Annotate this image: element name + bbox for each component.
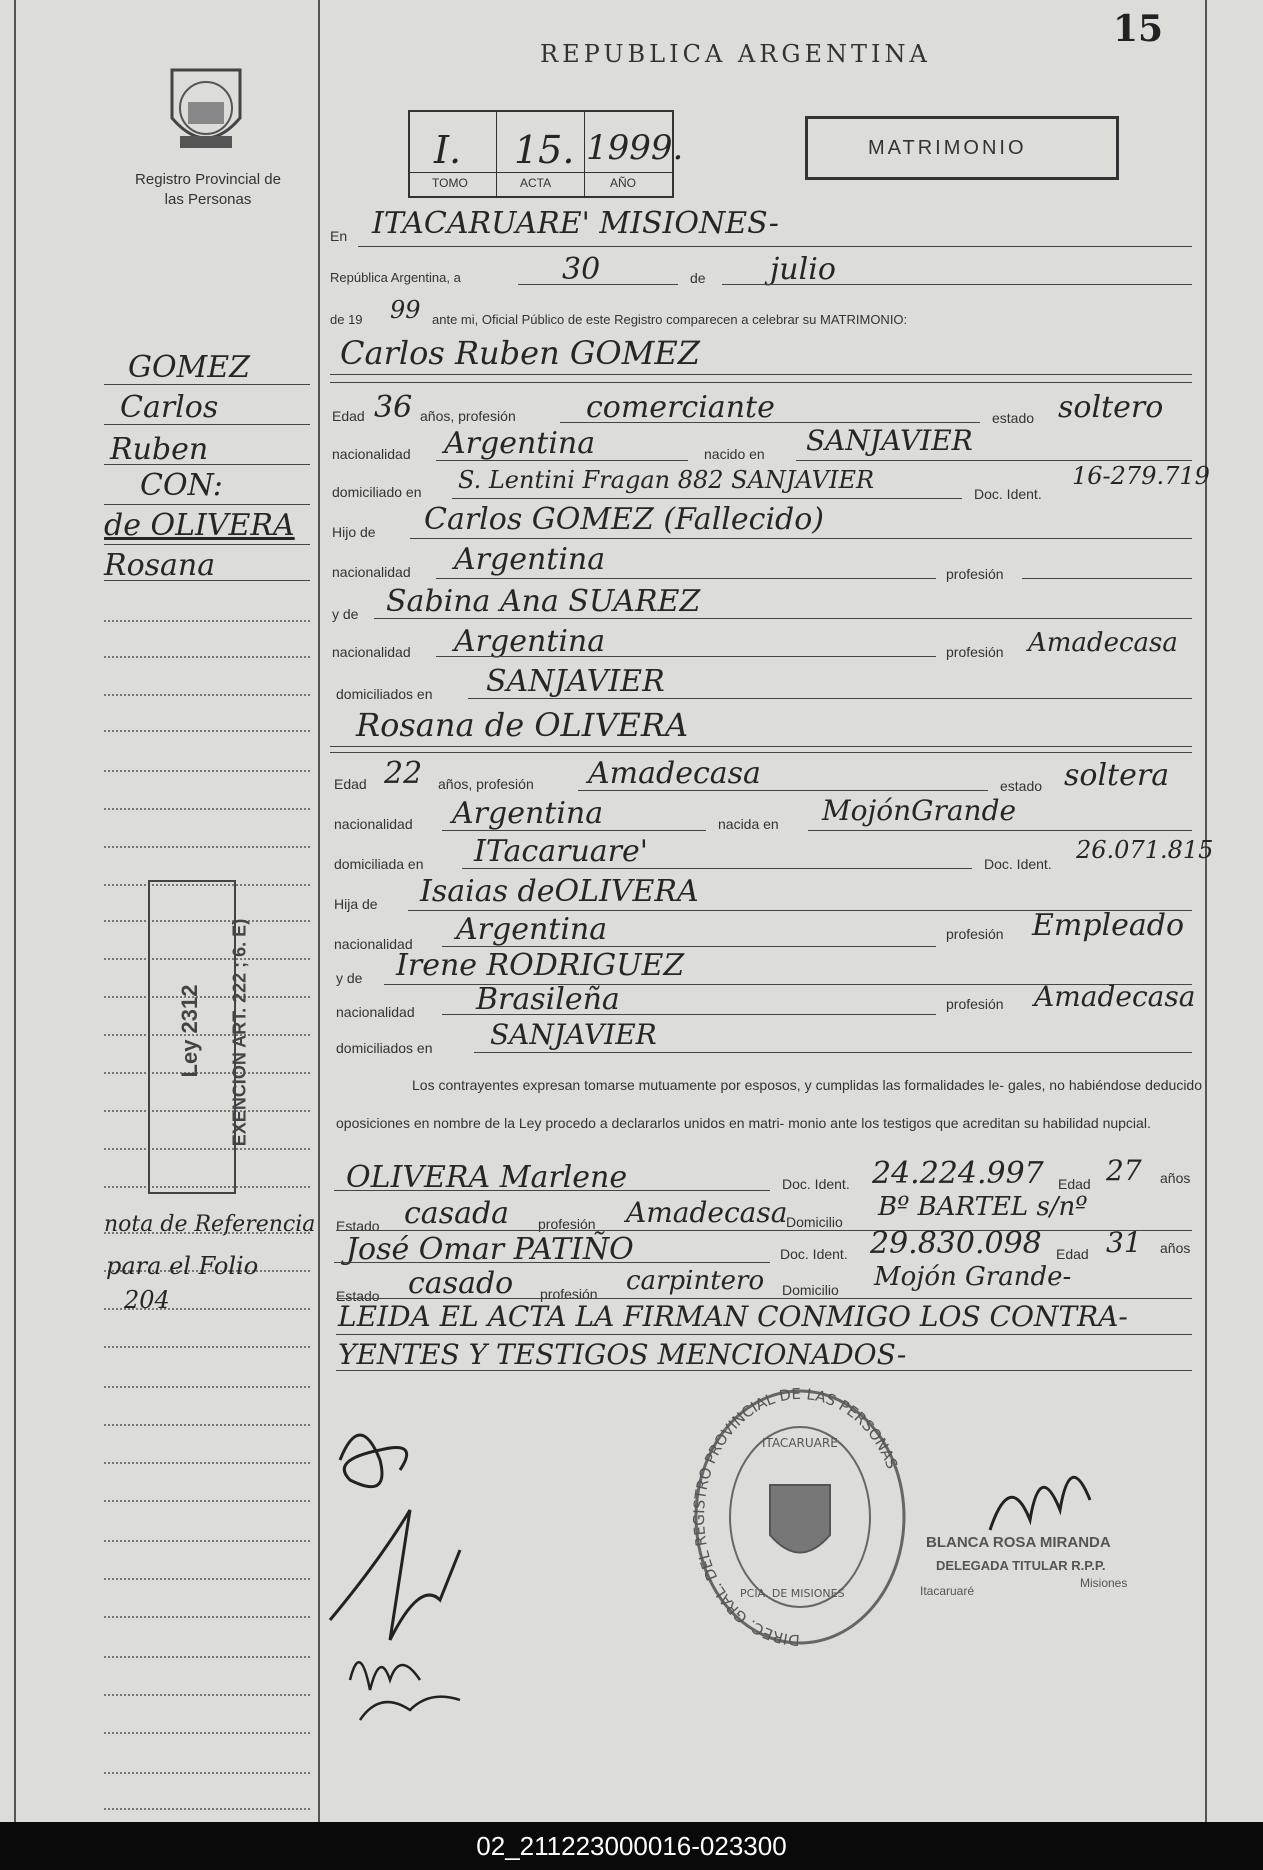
left-border <box>14 0 16 1822</box>
label-nacionalidad-3: nacionalidad <box>332 644 411 660</box>
acta-value: 15. <box>514 128 575 172</box>
label-domiciliados-en: domiciliados en <box>336 686 433 702</box>
country-title: REPUBLICA ARGENTINA <box>540 40 931 68</box>
label-hijo-de: Hijo de <box>332 524 376 540</box>
margin-bride-surname: de OLIVERA <box>104 508 295 543</box>
province-emblem <box>160 58 252 158</box>
intro-text: ante mi, Oficial Público de este Registro comparecen a celebrar su MATRIMONIO: <box>432 312 908 327</box>
reference-note-3: 204 <box>124 1286 170 1314</box>
official-title: DELEGADA TITULAR R.P.P. <box>936 1558 1106 1573</box>
label-nacionalidad-6: nacionalidad <box>336 1004 415 1020</box>
label-domiciliado-en: domiciliado en <box>332 484 422 500</box>
label-nacida-en: nacida en <box>718 816 779 832</box>
official-location: Itacaruaré <box>920 1584 975 1598</box>
bride-address: ITacaruare' <box>474 834 648 869</box>
label-y-de-2: y de <box>336 970 363 986</box>
label-nacionalidad-5: nacionalidad <box>334 936 413 952</box>
bride-father-profession: Empleado <box>1032 908 1185 943</box>
official-province: Misiones <box>1080 1576 1128 1590</box>
bride-mother: Irene RODRIGUEZ <box>396 948 685 983</box>
label-nacionalidad: nacionalidad <box>332 446 411 462</box>
signatures <box>320 1400 520 1730</box>
label-doc-ident-4: Doc. Ident. <box>780 1246 848 1262</box>
witness1-status: casada <box>404 1196 510 1231</box>
label-doc-ident: Doc. Ident. <box>974 486 1042 502</box>
official-name: BLANCA ROSA MIRANDA <box>926 1534 1111 1551</box>
bride-nationality: Argentina <box>452 796 604 831</box>
groom-nationality: Argentina <box>444 426 596 461</box>
margin-bride-name: Rosana <box>104 548 216 583</box>
groom-status: soltero <box>1058 390 1164 425</box>
bride-mother-nationality: Brasileña <box>476 982 620 1017</box>
label-doc-ident-3: Doc. Ident. <box>782 1176 850 1192</box>
label-republica: República Argentina, a <box>330 270 461 285</box>
act-type-box <box>805 116 1119 180</box>
seal-ring-text: DIREC. GRAL. DEL REGISTRO PROVINCIAL DE LAS PERSONAS <box>690 1385 902 1650</box>
exemption-stamp <box>148 880 250 1194</box>
place-value: ITACARUARE' MISIONES- <box>372 206 779 241</box>
page-number: 15 <box>1113 8 1164 50</box>
act-type: MATRIMONIO <box>868 137 1027 159</box>
seal-bottom-text: PCIA. DE MISIONES <box>740 1587 845 1600</box>
bride-mother-profession: Amadecasa <box>1034 980 1196 1013</box>
label-domicilio-2: Domicilio <box>782 1282 839 1298</box>
groom-parents-address: SANJAVIER <box>486 664 665 699</box>
bride-birthplace: MojónGrande <box>822 794 1017 827</box>
groom-name: Carlos Ruben GOMEZ <box>340 334 701 372</box>
label-profesion-2: profesión <box>946 644 1004 660</box>
label-profesion-4: profesión <box>946 996 1004 1012</box>
witness2-doc: 29.830.098 <box>870 1226 1042 1261</box>
label-de: de <box>690 270 706 286</box>
bride-parents-address: SANJAVIER <box>490 1018 657 1051</box>
stamp-law: Ley 2312 <box>177 984 202 1078</box>
month-value: julio <box>770 252 836 287</box>
label-y-de: y de <box>332 606 359 622</box>
witness1-address: Bº BARTEL s/nº <box>878 1192 1088 1222</box>
groom-address: S. Lentini Fragan 882 SANJAVIER <box>458 466 875 494</box>
label-anos-2: años <box>1160 1240 1191 1256</box>
witness2-profession: carpintero <box>626 1266 765 1296</box>
margin-surname: GOMEZ <box>128 350 251 385</box>
registry-name: Registro Provincial de las Personas <box>135 171 281 208</box>
bride-profession: Amadecasa <box>588 756 761 791</box>
label-profesion-3: profesión <box>946 926 1004 942</box>
label-year-prefix: de 19 <box>330 312 363 327</box>
label-edad-4: Edad <box>1056 1246 1089 1262</box>
year-value: 99 <box>390 296 421 324</box>
label-edad-2: Edad <box>334 776 367 792</box>
witness1-name: OLIVERA Marlene <box>346 1160 628 1195</box>
label-domiciliada-en: domiciliada en <box>334 856 424 872</box>
groom-father: Carlos GOMEZ (Fallecido) <box>424 502 825 537</box>
witness1-doc: 24.224.997 <box>872 1156 1044 1191</box>
label-en: En <box>330 228 348 244</box>
witness1-age: 27 <box>1106 1154 1142 1187</box>
bride-name: Rosana de OLIVERA <box>356 706 689 744</box>
label-estado-2: estado <box>1000 778 1043 794</box>
witness2-name: José Omar PATIÑO <box>346 1232 634 1267</box>
ano-label: AÑO <box>610 176 637 190</box>
witness2-age: 31 <box>1106 1226 1142 1259</box>
groom-mother: Sabina Ana SUAREZ <box>386 584 701 619</box>
seal-inner-text: ITACARUARE <box>762 1436 838 1450</box>
groom-mother-nationality: Argentina <box>454 624 606 659</box>
right-border <box>1205 0 1207 1822</box>
label-nacionalidad-2: nacionalidad <box>332 564 411 580</box>
bride-doc: 26.071.815 <box>1076 836 1214 864</box>
groom-age: 36 <box>374 390 413 425</box>
reference-note-2: para el Folio <box>106 1252 259 1280</box>
label-domicilio: Domicilio <box>786 1214 843 1230</box>
label-estado: estado <box>992 410 1035 426</box>
label-estado-3: Estado <box>336 1218 380 1234</box>
label-anos-profesion: años, profesión <box>420 408 516 424</box>
registry-seal <box>690 1385 910 1655</box>
label-nacionalidad-4: nacionalidad <box>334 816 413 832</box>
acta-label: ACTA <box>520 176 552 190</box>
label-edad: Edad <box>332 408 365 424</box>
margin-name-2: Ruben <box>110 432 209 467</box>
witness2-status: casado <box>408 1266 514 1301</box>
groom-birthplace: SANJAVIER <box>806 424 973 457</box>
margin-name-1: Carlos <box>120 390 219 425</box>
label-profesion-6: profesión <box>540 1286 598 1302</box>
witness2-address: Mojón Grande- <box>874 1262 1072 1292</box>
closing-line-1: LEIDA EL ACTA LA FIRMAN CONMIGO LOS CONTRA- <box>338 1300 1128 1333</box>
label-anos: años <box>1160 1170 1191 1186</box>
groom-doc: 16-279.719 <box>1072 462 1210 490</box>
reference-note-1: nota de Referencia <box>104 1212 316 1237</box>
bride-age: 22 <box>384 756 423 791</box>
label-hija-de: Hija de <box>334 896 378 912</box>
label-profesion-5: profesión <box>538 1216 596 1232</box>
record-number-box <box>408 110 684 198</box>
day-value: 30 <box>562 252 601 287</box>
bride-status: soltera <box>1064 758 1170 793</box>
margin-con: CON: <box>140 468 223 503</box>
label-domiciliados-en-2: domiciliados en <box>336 1040 433 1056</box>
bride-father-nationality: Argentina <box>456 912 608 947</box>
closing-line-2: YENTES Y TESTIGOS MENCIONADOS- <box>338 1338 907 1371</box>
label-estado-4: Estado <box>336 1288 380 1304</box>
label-profesion: profesión <box>946 566 1004 582</box>
groom-mother-profession: Amadecasa <box>1028 628 1178 658</box>
file-id-footer: 02_211223000016-023300 <box>0 1822 1263 1870</box>
tomo-label: TOMO <box>432 176 468 190</box>
groom-profession: comerciante <box>586 390 775 425</box>
ano-value: 1999. <box>586 128 684 168</box>
label-nacido-en: nacido en <box>704 446 765 462</box>
label-doc-ident-2: Doc. Ident. <box>984 856 1052 872</box>
groom-father-nationality: Argentina <box>454 542 606 577</box>
declaration-text: Los contrayentes expresan tomarse mutuamente por esposos, y cumplidas las formalidades le- gales, no habiéndose deducido oposiciones en nombre de la Ley procedo a declararlos unidos en matri- monio ante los testigos que acreditan su habilidad nupcial. <box>336 1077 1202 1131</box>
label-edad-3: Edad <box>1058 1176 1091 1192</box>
tomo-value: I. <box>434 128 462 172</box>
label-anos-profesion-2: años, profesión <box>438 776 534 792</box>
bride-father: Isaias deOLIVERA <box>420 874 699 909</box>
witness1-profession: Amadecasa <box>626 1196 788 1229</box>
stamp-exemption: EXENCION ART. 222 ; 6. E) <box>229 918 250 1147</box>
